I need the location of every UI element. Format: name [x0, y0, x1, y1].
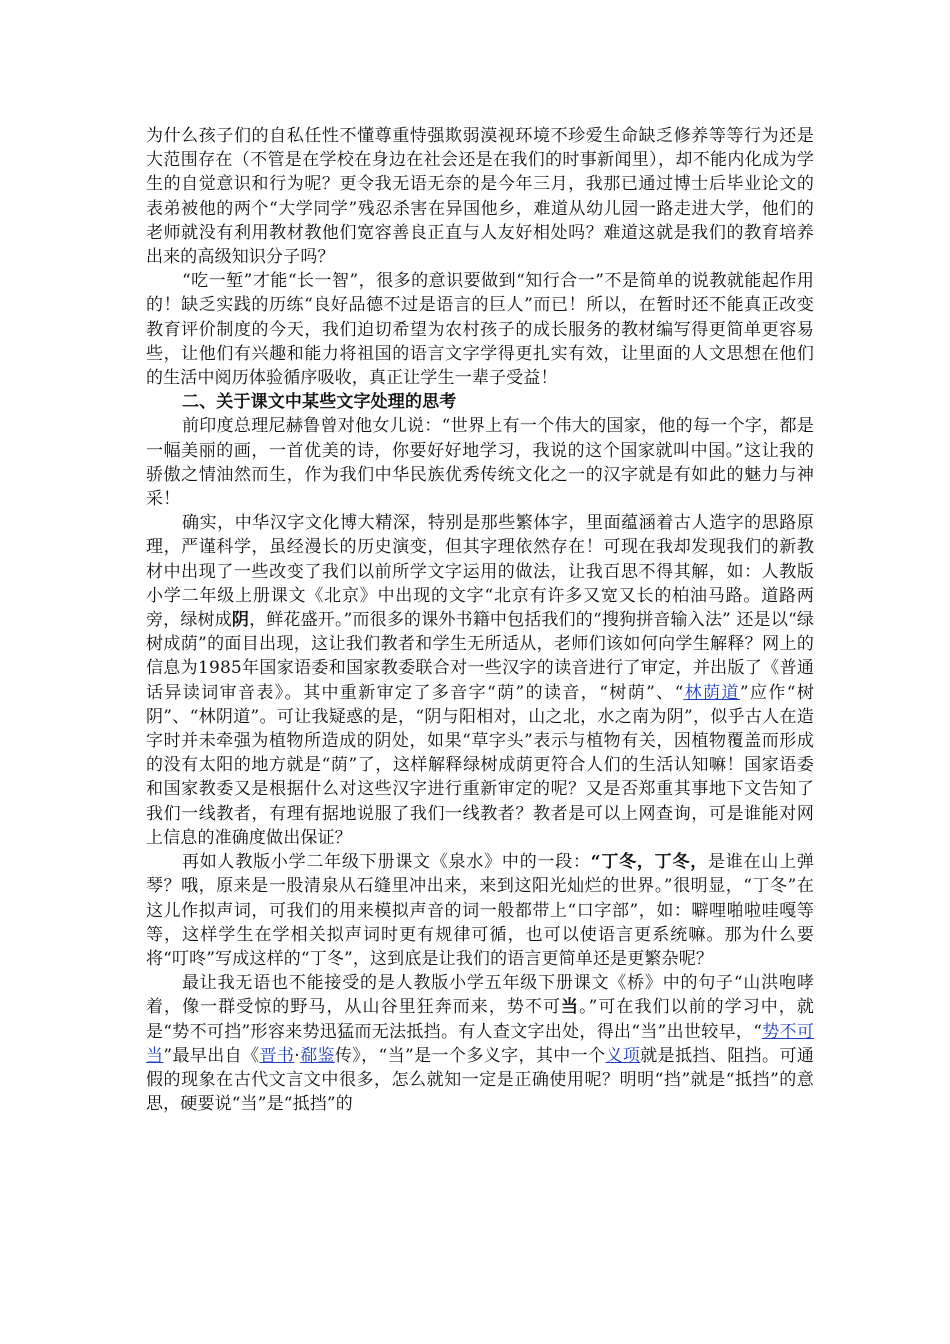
- text-run: 就是抵挡、阻挡。可通假的现象在古代文言文中很多，怎么就知一定是正确使用呢？明明“挡”就是“抵挡”的意思，硬要说“当”是“抵挡”的: [146, 1045, 814, 1115]
- text-run: 二、关于课文中某些文字处理的思考: [182, 392, 457, 413]
- paragraph: [146, 971, 814, 1116]
- text-run: 再如人教版小学二年级下册课文《泉水》中的一段：: [182, 852, 591, 873]
- paragraph: [146, 269, 814, 390]
- bold-text: 当: [561, 997, 580, 1018]
- paragraph: [146, 850, 814, 971]
- text-run: 确实，中华汉字文化博大精深，特别是那些繁体字，里面蕴涵着古人造字的思路原理，严谨科学，虽经漫长的历史演变，但其字理依然存在！可现在我却发现我们的新教材中出现了一些改变了我们以前所学文字运用的做法，让我百思不得其解，如：人教版小学二年级上册课文《北京》中出现的文字“北京有许多又宽又长的柏油马路。道路两旁，绿树成: [146, 513, 814, 631]
- section-heading: [146, 390, 814, 414]
- paragraph: [146, 124, 814, 269]
- text-run: “吃一堑”才能“长一智”，很多的意识要做到“知行合一”不是简单的说教就能起作用的！缺乏实践的历练“良好品德不过是语言的巨人”而已！所以，在暂时还不能真正改变教育评价制度的今天，我们迫切希望为农村孩子的成长服务的教材编写得更简单更容易些，让他们有兴趣和能力将祖国的语言文字学得更扎实有效，让里面的人文思想在他们的生活中阅历体验循序吸收，真正让学生一辈子受益！: [146, 271, 814, 389]
- text-run: 为什么孩子们的自私任性不懂尊重恃强欺弱漠视环境不珍爱生命缺乏修养等等行为还是大范围存在（不管是在学校在身边在社会还是在我们的时事新闻里），却不能内化成为学生的自觉意识和行为呢？更令我无语无奈的是今年三月，我那已通过博士后毕业论文的表弟被他的两个“大学同学”残忍杀害在异国他乡，难道从幼儿园一路走进大学，他们的老师就没有利用教材教他们宽容善良正直与人友好相处吗？难道这就是我们的教育培养出来的高级知识分子吗？: [146, 126, 814, 268]
- text-run: ”应作“树阴”、“林阴道”。可让我疑惑的是，“阴与阳相对，山之北，水之南为阴”，似乎古人在造字时并未牵强为植物所造成的阴处，如果“草字头”表示与植物有关，因植物覆盖而形成的没有太阳的地方就是“荫”了，这样解释绿树成荫更符合人们的生活认知嘛！国家语委和国家教委又是根据什么对这些汉字进行重新审定的呢？又是否郑重其事地下文告知了我们一线教者，有理有据地说服了我们一线教者？教者是可以上网查询，可是谁能对网上信息的准确度做出保证？: [146, 682, 814, 848]
- hyperlink[interactable]: 晋书: [259, 1045, 295, 1066]
- text-run: 最让我无语也不能接受的是人教版小学五年级下册课文《桥》中的句子“山洪咆哮着，像一群受惊的野马，从山谷里狂奔而来，势不可: [146, 973, 814, 1018]
- hyperlink[interactable]: 势不可当: [146, 1021, 815, 1066]
- hyperlink[interactable]: 郗鉴: [299, 1045, 335, 1066]
- document-body: [146, 124, 814, 1116]
- text-run: 。”可在我们以前的学习中，就是“势不可挡”形容来势迅猛而无法抵挡。有人查文字出处，得出“当”出世较早，“: [146, 997, 814, 1042]
- text-run: ”最早出自《: [163, 1045, 260, 1066]
- text-run: 是谁在山上弹琴？哦，原来是一股清泉从石缝里冲出来，来到这阳光灿烂的世界。”很明显，“丁冬”在这儿作拟声词，可我们的用来模拟声音的词一般都带上“口字部”，如：噼哩啪啦哇嘎等等，这样学生在学相关拟声词时更有规律可循，也可以使语言更系统嘛。那为什么要将“叮咚”写成这样的“丁冬”，这到底是让我们的语言更简单还是更繁杂呢？: [146, 852, 815, 969]
- bold-text: “丁冬，丁冬，: [590, 852, 708, 873]
- text-run: ·: [294, 1045, 300, 1066]
- hyperlink[interactable]: 义项: [605, 1045, 641, 1066]
- text-run: 传》，“当”是一个多义字，其中一个: [334, 1045, 606, 1066]
- hyperlink[interactable]: 林荫道: [683, 682, 740, 703]
- text-run: 前印度总理尼赫鲁曾对他女儿说：“世界上有一个伟大的国家，他的每一个字，都是一幅美丽的画，一首优美的诗，你要好好地学习，我说的这个国家就叫中国。”这让我的骄傲之情油然而生，作为我们中华民族优秀传统文化之一的汉字就是有如此的魅力与神采！: [146, 416, 814, 510]
- paragraph: [146, 511, 814, 850]
- text-run: ，鲜花盛开。”而很多的课外书籍中包括我们的“搜狗拼音输入法” 还是以“绿树成荫”的面目出现，这让我们教者和学生无所适从，老师们该如何向学生解释？网上的信息为1985年国家语委和国家教委联合对一些汉字的读音进行了审定，并出版了《普通话异读词审音表》。其中重新审定了多音字“荫”的读音，“树荫”、“: [146, 610, 815, 703]
- bold-text: 阴: [231, 610, 250, 631]
- paragraph: [146, 414, 814, 511]
